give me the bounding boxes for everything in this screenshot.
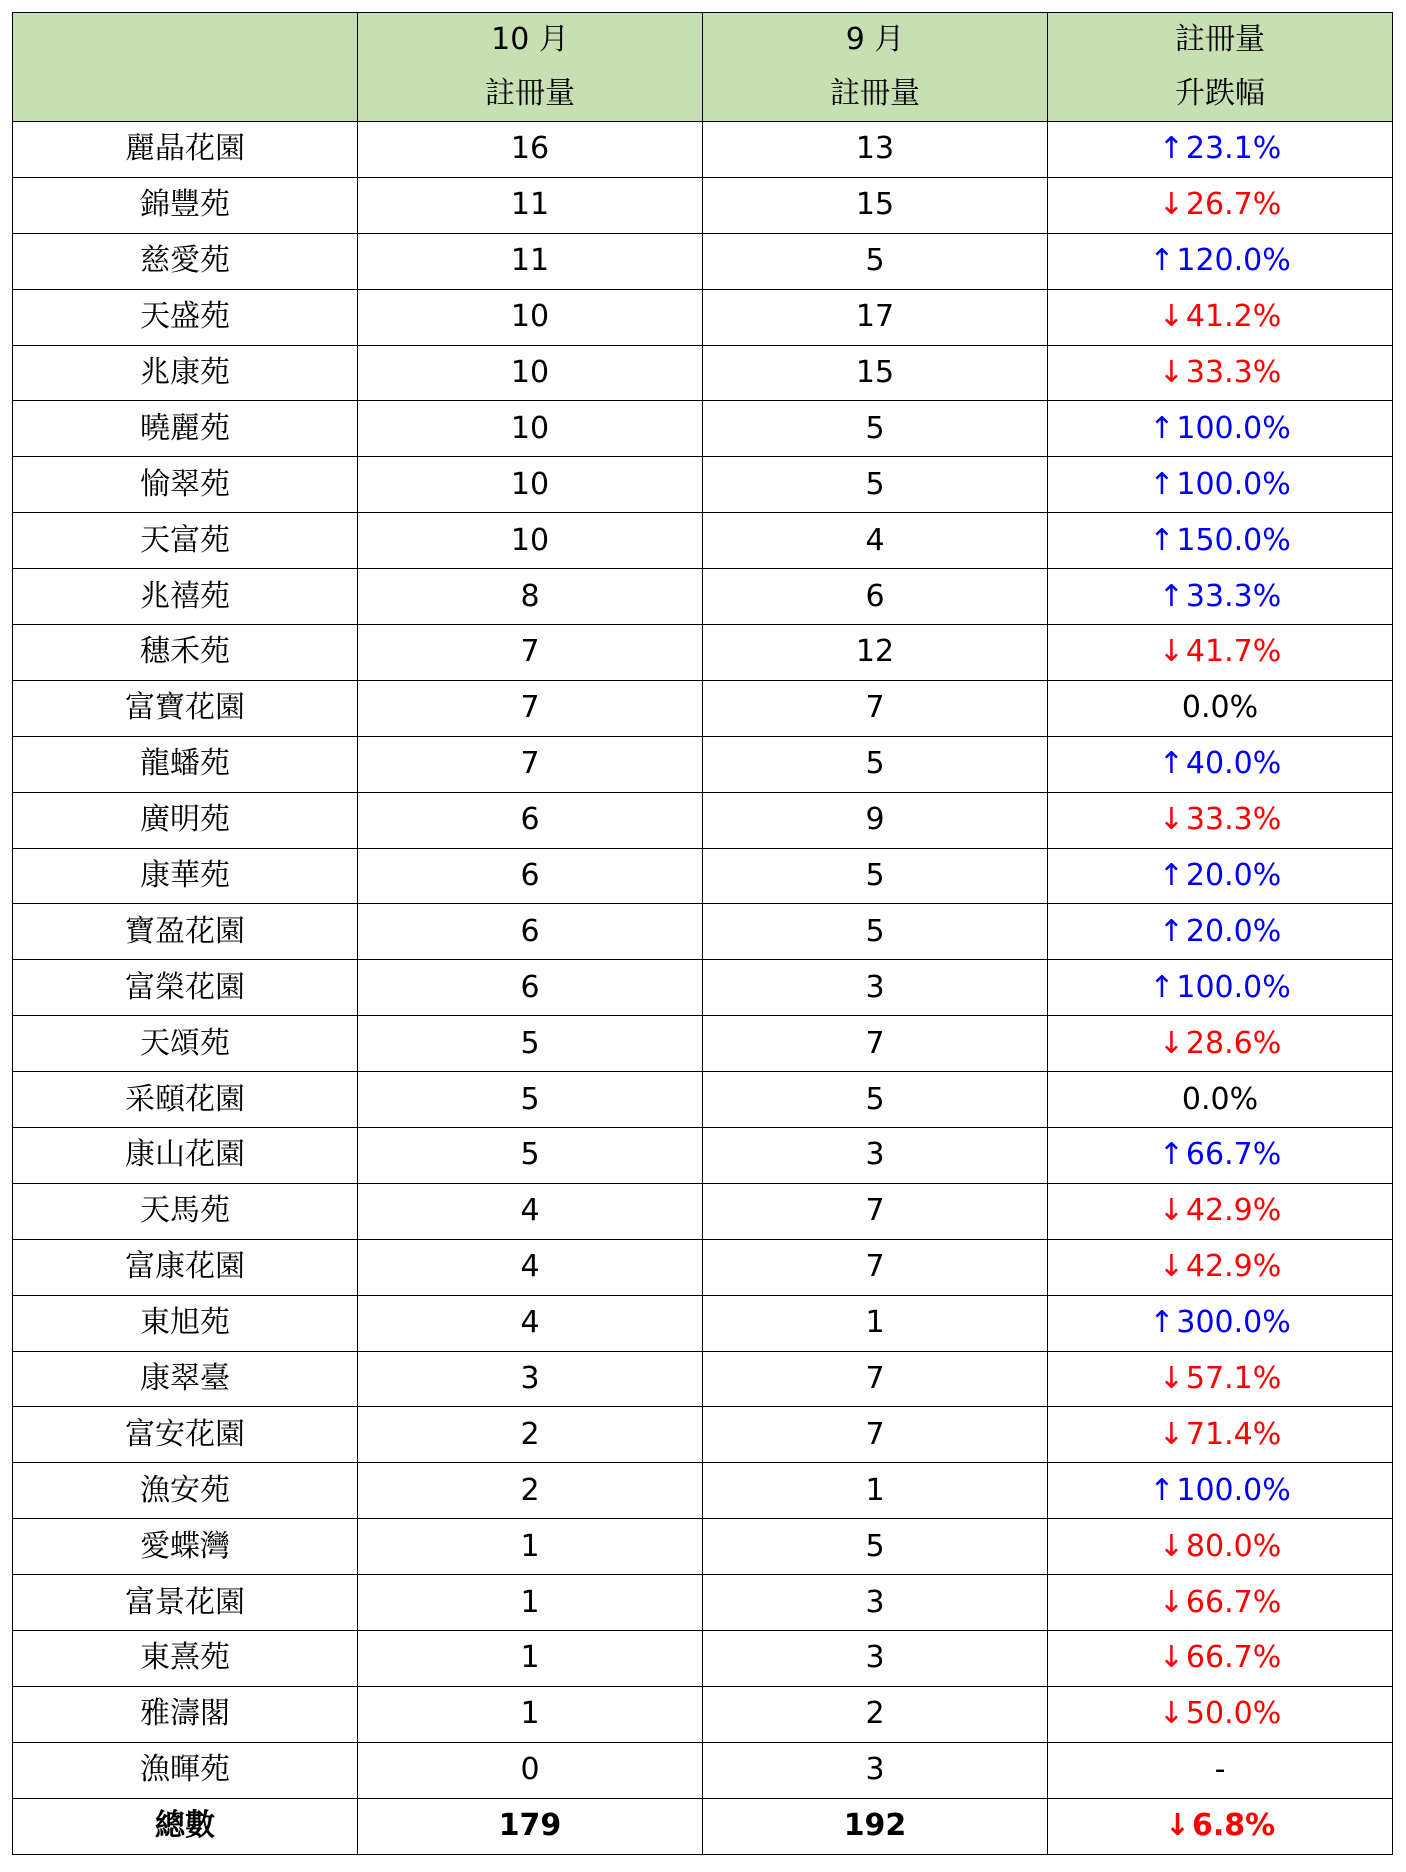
october-count-cell: 5 — [358, 1072, 703, 1128]
september-count-cell: 7 — [703, 1407, 1048, 1463]
september-count-cell: 7 — [703, 1183, 1048, 1239]
arrow-up-icon: ↑ — [1149, 243, 1175, 279]
change-percent-cell — [1048, 960, 1393, 1016]
october-count-cell: 6 — [358, 848, 703, 904]
change-percent-cell — [1048, 1519, 1393, 1575]
september-count-cell: 5 — [703, 848, 1048, 904]
arrow-down-icon: ↓ — [1158, 1249, 1184, 1285]
estate-name-cell: 麗晶花園 — [13, 122, 358, 178]
change-percent-value: 66.7% — [1185, 1584, 1282, 1620]
arrow-up-icon: ↑ — [1158, 858, 1184, 894]
september-count-cell: 9 — [703, 792, 1048, 848]
change-percent-value: 71.4% — [1185, 1416, 1282, 1452]
october-count-cell: 11 — [358, 233, 703, 289]
change-percent-cell — [1048, 904, 1393, 960]
estate-name-cell: 龍蟠苑 — [13, 736, 358, 792]
table-row — [13, 1128, 1393, 1184]
estate-name-cell: 慈愛苑 — [13, 233, 358, 289]
arrow-down-icon: ↓ — [1164, 1808, 1190, 1844]
table-row — [13, 233, 1393, 289]
september-count-cell: 5 — [703, 233, 1048, 289]
september-count-cell: 15 — [703, 345, 1048, 401]
change-percent-cell — [1048, 1631, 1393, 1687]
october-count-cell: 10 — [358, 457, 703, 513]
change-percent-value: 100.0% — [1176, 1472, 1291, 1508]
table-row — [13, 401, 1393, 457]
september-count-cell: 2 — [703, 1686, 1048, 1742]
arrow-down-icon: ↓ — [1158, 1416, 1184, 1452]
arrow-down-icon: ↓ — [1158, 1193, 1184, 1229]
september-count-cell: 7 — [703, 1016, 1048, 1072]
arrow-up-icon: ↑ — [1158, 913, 1184, 949]
september-count-cell: 1 — [703, 1463, 1048, 1519]
september-count-cell: 7 — [703, 1239, 1048, 1295]
change-percent-cell — [1048, 233, 1393, 289]
table-row — [13, 1351, 1393, 1407]
table-row — [13, 625, 1393, 681]
estate-name-cell: 康華苑 — [13, 848, 358, 904]
change-percent-value: 42.9% — [1185, 1249, 1282, 1285]
table-row — [13, 177, 1393, 233]
september-count-cell: 13 — [703, 122, 1048, 178]
change-percent-cell — [1048, 1183, 1393, 1239]
change-percent-cell — [1048, 177, 1393, 233]
arrow-up-icon: ↑ — [1149, 410, 1175, 446]
change-percent-value: 66.7% — [1185, 1137, 1282, 1173]
arrow-up-icon: ↑ — [1158, 746, 1184, 782]
header-change-line2: 升跌幅 — [1175, 76, 1265, 111]
estate-name-cell: 康山花園 — [13, 1128, 358, 1184]
table-row — [13, 1742, 1393, 1798]
change-percent-value: 33.3% — [1185, 355, 1282, 390]
estate-name-cell: 穗禾苑 — [13, 625, 358, 681]
september-count-cell: 3 — [703, 1631, 1048, 1687]
october-count-cell: 11 — [358, 177, 703, 233]
estate-name-cell: 愛蝶灣 — [13, 1519, 358, 1575]
october-count-cell: 4 — [358, 1183, 703, 1239]
change-percent-cell — [1048, 401, 1393, 457]
change-percent-value: 41.7% — [1185, 634, 1282, 670]
table-total-row — [13, 1798, 1393, 1854]
change-percent-cell — [1048, 848, 1393, 904]
table-row — [13, 1016, 1393, 1072]
september-count-cell: 15 — [703, 177, 1048, 233]
change-percent-cell — [1048, 625, 1393, 681]
change-percent-value: 6.8% — [1191, 1808, 1276, 1844]
arrow-down-icon: ↓ — [1158, 1640, 1184, 1676]
estate-name-cell: 富景花園 — [13, 1575, 358, 1631]
october-count-cell: 179 — [358, 1798, 703, 1854]
change-percent-value: 80.0% — [1185, 1528, 1282, 1564]
estate-name-cell: 漁安苑 — [13, 1463, 358, 1519]
september-count-cell: 4 — [703, 513, 1048, 569]
table-row — [13, 680, 1393, 736]
change-percent-cell — [1048, 1351, 1393, 1407]
change-percent-value: 100.0% — [1176, 410, 1291, 446]
table-row — [13, 736, 1393, 792]
change-percent-value: 150.0% — [1176, 522, 1291, 558]
change-percent-value: 100.0% — [1176, 466, 1291, 502]
arrow-down-icon: ↓ — [1158, 1025, 1184, 1061]
september-count-cell: 7 — [703, 680, 1048, 736]
arrow-up-icon: ↑ — [1149, 522, 1175, 558]
september-count-cell: 3 — [703, 1128, 1048, 1184]
october-count-cell: 1 — [358, 1575, 703, 1631]
september-count-cell: 5 — [703, 904, 1048, 960]
table-row — [13, 1463, 1393, 1519]
table-row — [13, 289, 1393, 345]
table-row — [13, 345, 1393, 401]
change-percent-value: 66.7% — [1185, 1640, 1282, 1676]
october-count-cell: 1 — [358, 1519, 703, 1575]
table-row — [13, 1575, 1393, 1631]
change-percent-value: 20.0% — [1185, 858, 1282, 894]
change-percent-value: 41.2% — [1185, 299, 1282, 335]
october-count-cell: 5 — [358, 1128, 703, 1184]
september-count-cell: 7 — [703, 1351, 1048, 1407]
change-percent-value: 23.1% — [1185, 131, 1282, 167]
change-percent-value: 42.9% — [1185, 1193, 1282, 1229]
october-count-cell: 7 — [358, 625, 703, 681]
header-september-line1: 9 月 — [845, 22, 905, 57]
table-row — [13, 1072, 1393, 1128]
october-count-cell: 4 — [358, 1239, 703, 1295]
change-percent-value: 33.3% — [1185, 578, 1282, 614]
change-percent-cell — [1048, 345, 1393, 401]
change-percent-value: 300.0% — [1176, 1305, 1291, 1341]
september-count-cell: 17 — [703, 289, 1048, 345]
arrow-down-icon: ↓ — [1158, 187, 1184, 223]
october-count-cell: 16 — [358, 122, 703, 178]
change-percent-cell — [1048, 1295, 1393, 1351]
change-percent-cell — [1048, 569, 1393, 625]
october-count-cell: 10 — [358, 345, 703, 401]
october-count-cell: 7 — [358, 680, 703, 736]
change-percent-cell — [1048, 1742, 1393, 1798]
estate-name-cell: 東旭苑 — [13, 1295, 358, 1351]
september-count-cell: 12 — [703, 625, 1048, 681]
arrow-down-icon: ↓ — [1158, 802, 1184, 838]
arrow-down-icon: ↓ — [1158, 1361, 1184, 1397]
table-row — [13, 122, 1393, 178]
october-count-cell: 5 — [358, 1016, 703, 1072]
table-row — [13, 960, 1393, 1016]
arrow-down-icon: ↓ — [1158, 1528, 1184, 1564]
arrow-up-icon: ↑ — [1158, 578, 1184, 614]
change-percent-value: - — [1214, 1752, 1226, 1788]
estate-name-cell: 天頌苑 — [13, 1016, 358, 1072]
change-percent-value: 0.0% — [1181, 690, 1259, 726]
estate-name-cell: 天富苑 — [13, 513, 358, 569]
change-percent-value: 50.0% — [1185, 1696, 1282, 1732]
arrow-down-icon: ↓ — [1158, 299, 1184, 335]
estate-name-cell: 富寶花園 — [13, 680, 358, 736]
october-count-cell: 1 — [358, 1686, 703, 1742]
header-change-line1: 註冊量 — [1175, 22, 1265, 57]
estate-name-cell: 漁暉苑 — [13, 1742, 358, 1798]
september-count-cell: 3 — [703, 1742, 1048, 1798]
october-count-cell: 3 — [358, 1351, 703, 1407]
change-percent-cell — [1048, 1463, 1393, 1519]
estate-name-cell: 康翠臺 — [13, 1351, 358, 1407]
header-estate-name — [13, 13, 358, 122]
table-row — [13, 457, 1393, 513]
change-percent-value: 120.0% — [1176, 243, 1291, 279]
estate-name-cell: 廣明苑 — [13, 792, 358, 848]
arrow-up-icon: ↑ — [1149, 1305, 1175, 1341]
change-percent-value: 33.3% — [1185, 802, 1282, 838]
change-percent-cell — [1048, 513, 1393, 569]
change-percent-cell — [1048, 680, 1393, 736]
table-row — [13, 1686, 1393, 1742]
registration-table-container — [12, 12, 1392, 1855]
change-percent-cell — [1048, 457, 1393, 513]
change-percent-cell — [1048, 289, 1393, 345]
october-count-cell: 6 — [358, 904, 703, 960]
estate-name-cell: 錦豐苑 — [13, 177, 358, 233]
change-percent-cell — [1048, 1407, 1393, 1463]
october-count-cell: 10 — [358, 289, 703, 345]
change-percent-cell — [1048, 1239, 1393, 1295]
table-row — [13, 792, 1393, 848]
september-count-cell: 192 — [703, 1798, 1048, 1854]
change-percent-value: 57.1% — [1185, 1361, 1282, 1397]
change-percent-cell — [1048, 1128, 1393, 1184]
table-body — [13, 122, 1393, 1855]
table-row — [13, 1407, 1393, 1463]
september-count-cell: 5 — [703, 736, 1048, 792]
change-percent-cell — [1048, 736, 1393, 792]
october-count-cell: 10 — [358, 513, 703, 569]
header-september-registrations — [703, 13, 1048, 122]
september-count-cell: 5 — [703, 401, 1048, 457]
estate-name-cell: 采頤花園 — [13, 1072, 358, 1128]
estate-name-cell: 富榮花園 — [13, 960, 358, 1016]
october-count-cell: 2 — [358, 1463, 703, 1519]
registration-table — [12, 12, 1393, 1855]
header-october-line2: 註冊量 — [485, 76, 575, 111]
estate-name-cell: 富安花園 — [13, 1407, 358, 1463]
table-row — [13, 1295, 1393, 1351]
arrow-up-icon: ↑ — [1149, 969, 1175, 1005]
estate-name-cell: 富康花園 — [13, 1239, 358, 1295]
october-count-cell: 4 — [358, 1295, 703, 1351]
table-row — [13, 848, 1393, 904]
september-count-cell: 3 — [703, 960, 1048, 1016]
estate-name-cell: 曉麗苑 — [13, 401, 358, 457]
october-count-cell: 6 — [358, 960, 703, 1016]
table-row — [13, 904, 1393, 960]
estate-name-cell: 雅濤閣 — [13, 1686, 358, 1742]
estate-name-cell: 天馬苑 — [13, 1183, 358, 1239]
september-count-cell: 5 — [703, 457, 1048, 513]
september-count-cell: 6 — [703, 569, 1048, 625]
estate-name-cell: 兆禧苑 — [13, 569, 358, 625]
header-change-percent — [1048, 13, 1393, 122]
estate-name-cell: 寶盈花園 — [13, 904, 358, 960]
table-row — [13, 1631, 1393, 1687]
september-count-cell: 1 — [703, 1295, 1048, 1351]
change-percent-value: 26.7% — [1185, 187, 1282, 223]
arrow-down-icon: ↓ — [1158, 355, 1184, 390]
change-percent-cell — [1048, 1575, 1393, 1631]
change-percent-value: 0.0% — [1181, 1081, 1259, 1117]
table-row — [13, 1519, 1393, 1575]
arrow-down-icon: ↓ — [1158, 634, 1184, 670]
change-percent-value: 100.0% — [1176, 969, 1291, 1005]
change-percent-cell — [1048, 122, 1393, 178]
october-count-cell: 7 — [358, 736, 703, 792]
arrow-up-icon: ↑ — [1158, 1137, 1184, 1173]
arrow-down-icon: ↓ — [1158, 1696, 1184, 1732]
table-row — [13, 1183, 1393, 1239]
arrow-up-icon: ↑ — [1149, 466, 1175, 502]
september-count-cell: 5 — [703, 1072, 1048, 1128]
table-header-row — [13, 13, 1393, 122]
change-percent-value: 40.0% — [1185, 746, 1282, 782]
september-count-cell: 3 — [703, 1575, 1048, 1631]
estate-name-cell: 愉翠苑 — [13, 457, 358, 513]
estate-name-cell: 兆康苑 — [13, 345, 358, 401]
arrow-up-icon: ↑ — [1149, 1472, 1175, 1508]
change-percent-value: 28.6% — [1185, 1025, 1282, 1061]
table-row — [13, 569, 1393, 625]
change-percent-cell — [1048, 792, 1393, 848]
october-count-cell: 2 — [358, 1407, 703, 1463]
change-percent-cell — [1048, 1072, 1393, 1128]
arrow-down-icon: ↓ — [1158, 1584, 1184, 1620]
change-percent-cell — [1048, 1686, 1393, 1742]
arrow-up-icon: ↑ — [1158, 131, 1184, 167]
header-october-registrations — [358, 13, 703, 122]
header-september-line2: 註冊量 — [830, 76, 920, 111]
estate-name-cell: 東熹苑 — [13, 1631, 358, 1687]
october-count-cell: 10 — [358, 401, 703, 457]
october-count-cell: 6 — [358, 792, 703, 848]
change-percent-cell — [1048, 1016, 1393, 1072]
header-october-line1: 10 月 — [491, 22, 569, 57]
september-count-cell: 5 — [703, 1519, 1048, 1575]
change-percent-value: 20.0% — [1185, 913, 1282, 949]
october-count-cell: 1 — [358, 1631, 703, 1687]
table-row — [13, 513, 1393, 569]
october-count-cell: 0 — [358, 1742, 703, 1798]
table-row — [13, 1239, 1393, 1295]
october-count-cell: 8 — [358, 569, 703, 625]
estate-name-cell: 天盛苑 — [13, 289, 358, 345]
estate-name-cell: 總數 — [13, 1798, 358, 1854]
change-percent-cell — [1048, 1798, 1393, 1854]
